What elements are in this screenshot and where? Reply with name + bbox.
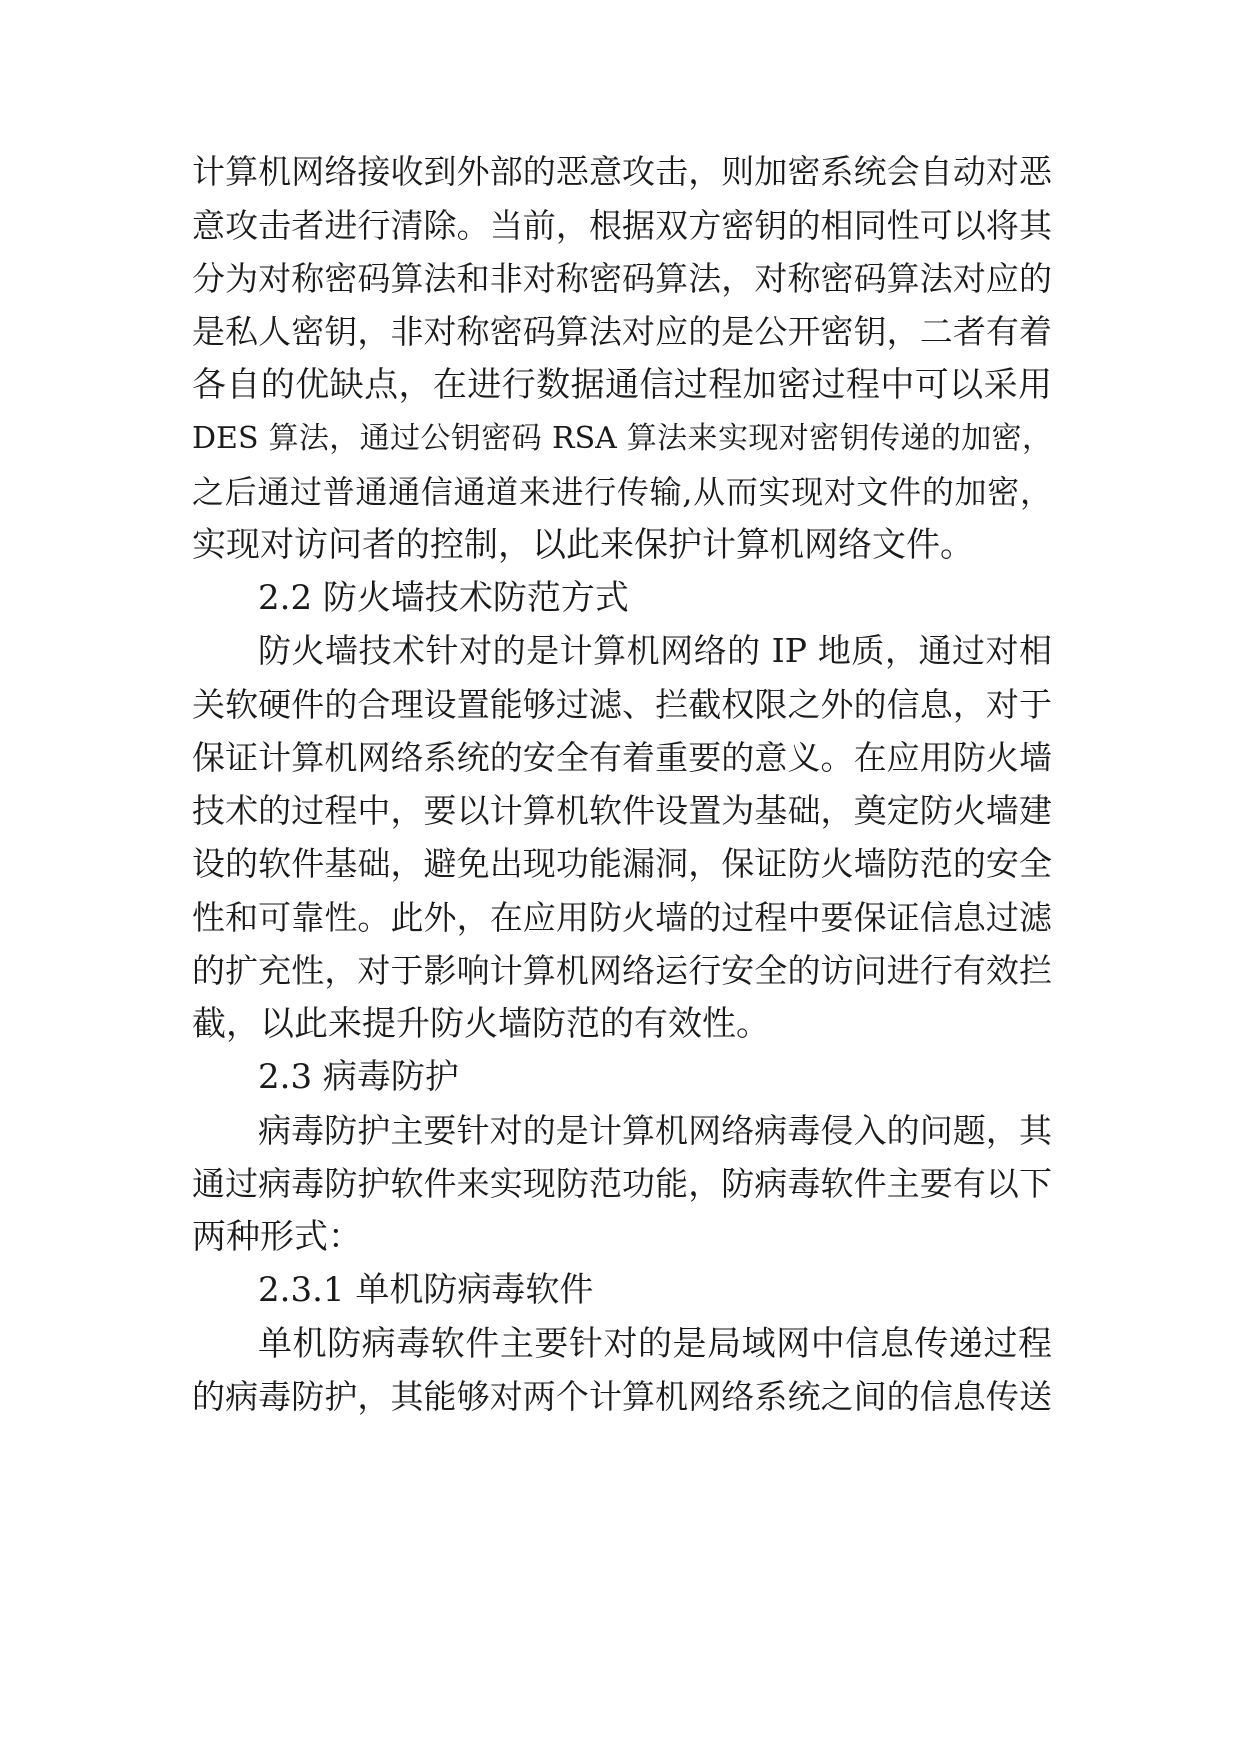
text-line: 保证计算机网络系统的安全有着重要的意义。在应用防火墙 [192, 738, 1052, 777]
text-line: 的病毒防护，其能够对两个计算机网络系统之间的信息传送 [192, 1377, 1052, 1416]
text-line: 截，以此来提升防火墙防范的有效性。 [192, 1004, 770, 1044]
text-line: 两种形式： [192, 1217, 362, 1257]
text-line: 病毒防护主要针对的是计算机网络病毒侵入的问题，其 [258, 1111, 1052, 1150]
text-line: 意攻击者进行清除。当前，根据双方密钥的相同性可以将其 [192, 206, 1052, 245]
text-line: 技术的过程中，要以计算机软件设置为基础，奠定防火墙建 [192, 791, 1052, 830]
text-line: 通过病毒防护软件来实现防范功能，防病毒软件主要有以下 [192, 1164, 1052, 1203]
text-line: 关软硬件的合理设置能够过滤、拦截权限之外的信息，对于 [192, 685, 1052, 724]
text-line: 实现对访问者的控制，以此来保护计算机网络文件。 [192, 525, 974, 565]
text-line: 是私人密钥，非对称密码算法对应的是公开密钥，二者有着 [192, 312, 1052, 351]
text-line: 单机防病毒软件主要针对的是局域网中信息传递过程 [258, 1324, 1052, 1364]
section-heading-2-3-1: 2.3.1 单机防病毒软件 [258, 1270, 594, 1310]
text-line: 设的软件基础，避免出现功能漏洞，保证防火墙防范的安全 [192, 844, 1052, 883]
text-line: 防火墙技术针对的是计算机网络的 IP 地质，通过对相 [258, 631, 1052, 670]
text-line: 之后通过普通通信通道来进行传输,从而实现对文件的加密， [192, 473, 1052, 511]
section-heading-2-2: 2.2 防火墙技术防范方式 [258, 578, 629, 618]
text-line: 的扩充性，对于影响计算机网络运行安全的访问进行有效拦 [192, 951, 1052, 990]
text-line: 计算机网络接收到外部的恶意攻击，则加密系统会自动对恶 [192, 152, 1052, 191]
text-line: DES 算法，通过公钥密码 RSA 算法来实现对密钥传递的加密， [192, 421, 1052, 456]
text-line: 各自的优缺点，在进行数据通信过程加密过程中可以采用 [192, 365, 1052, 405]
text-line: 分为对称密码算法和非对称密码算法，对称密码算法对应的 [192, 259, 1052, 298]
text-line: 性和可靠性。此外，在应用防火墙的过程中要保证信息过滤 [192, 898, 1052, 937]
section-heading-2-3: 2.3 病毒防护 [258, 1057, 459, 1097]
